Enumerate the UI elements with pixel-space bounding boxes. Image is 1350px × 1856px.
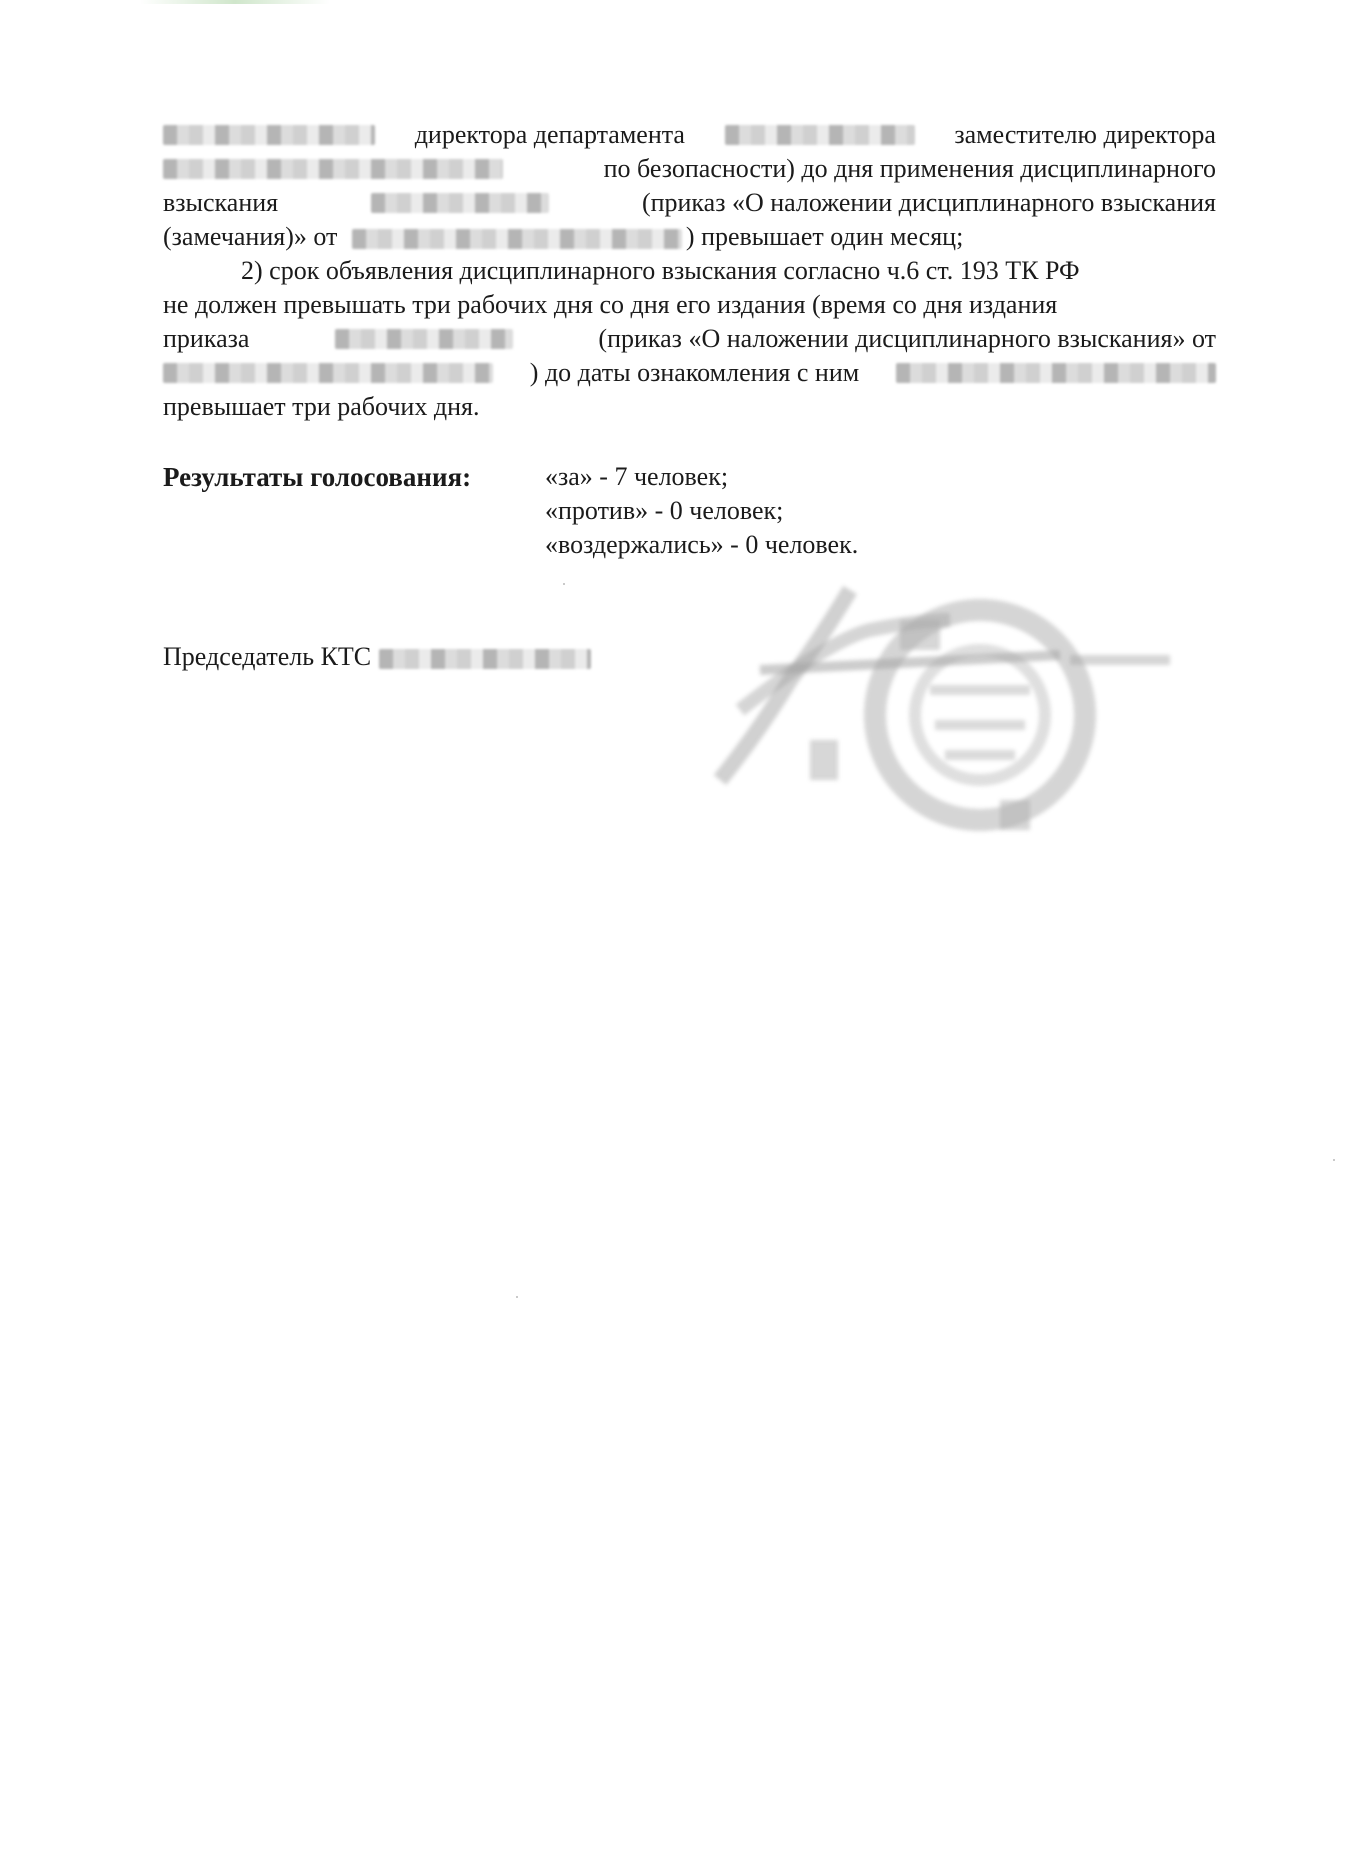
paragraph-line (163, 186, 1216, 220)
text-fragment: (приказ «О наложении дисциплинарного взыскания (641, 188, 1216, 217)
scan-speck (1333, 1159, 1335, 1161)
text-fragment: не должен превышать три рабочих дня со дня его издания (время со дня издания (163, 290, 1058, 319)
paragraph-line (163, 118, 1216, 152)
paragraph-line (163, 152, 1216, 186)
text-fragment: заместителю директора (954, 120, 1216, 149)
text-fragment: ) до даты ознакомления с ним (529, 358, 860, 387)
paragraph-line (163, 390, 1216, 424)
paragraph-line (163, 356, 1216, 390)
vote-abstained: «воздержались» - 0 человек. (545, 530, 859, 559)
redacted-text (335, 329, 513, 349)
redacted-text (725, 125, 915, 145)
scan-speck (516, 1296, 518, 1298)
redacted-text (163, 125, 375, 145)
text-fragment: приказа (163, 324, 250, 353)
redacted-text (163, 363, 493, 383)
redacted-text (371, 193, 549, 213)
blurred-signature-and-seal (700, 560, 1180, 860)
vote-against: «против» - 0 человек; (545, 496, 784, 525)
text-fragment: ) превышает один месяц; (685, 222, 964, 251)
paragraph-line (163, 254, 1216, 288)
text-fragment: по безопасности) до дня применения дисциплинарного (603, 154, 1216, 183)
scan-edge-mark (140, 0, 330, 4)
redacted-text (163, 159, 503, 179)
paragraph-line (163, 322, 1216, 356)
redacted-name (379, 649, 591, 669)
voting-results-label: Результаты голосования: (163, 462, 472, 492)
text-fragment: (приказ «О наложении дисциплинарного взыскания» от (598, 324, 1216, 353)
text-fragment: (замечания)» от (163, 222, 338, 251)
scan-speck (563, 583, 565, 585)
redacted-text (896, 363, 1216, 383)
redacted-text (352, 229, 682, 249)
text-fragment: превышает три рабочих дня. (163, 392, 480, 421)
voting-results-list (545, 460, 858, 562)
text-fragment: директора департамента (414, 120, 685, 149)
paragraph-line (163, 220, 1216, 254)
paragraph-line (163, 288, 1216, 322)
vote-for: «за» - 7 человек; (545, 462, 729, 491)
chairman-label: Председатель КТС (163, 642, 372, 671)
text-fragment: 2) срок объявления дисциплинарного взыскания согласно ч.6 ст. 193 ТК РФ (241, 256, 1080, 285)
text-fragment: взыскания (163, 188, 279, 217)
chairman-signature-line (163, 640, 591, 674)
